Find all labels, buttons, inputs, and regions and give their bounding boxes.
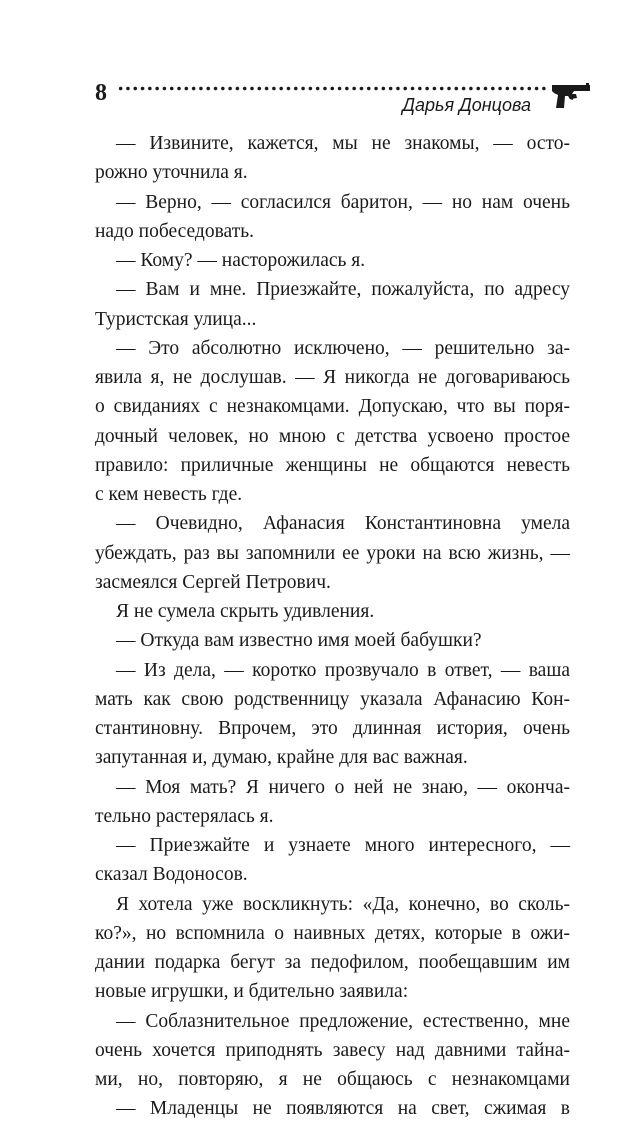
text-line: Я не сумела скрыть удивления.	[116, 601, 375, 622]
text-line: явила я, не дослушав. — Я никогда не договариваюсь	[95, 367, 570, 388]
text-line: надо побеседовать.	[95, 220, 254, 242]
text-line: о свиданиях с незнакомцами. Допускаю, что вы поря-	[95, 396, 570, 418]
text-line: — Откуда вам известно имя моей бабушки?	[116, 630, 482, 652]
author-name: Дарья Донцова	[402, 95, 531, 115]
text-line: ми, но, повторяю, я не общаюсь с незнакомцами	[95, 1069, 570, 1090]
text-line: очень хочется приподнять завесу над давними тайна-	[95, 1039, 570, 1061]
text-line: Я хотела уже воскликнуть: «Да, конечно, во сколь-	[116, 893, 570, 915]
text-line: — Из дела, — коротко прозвучало в ответ, — ваша	[116, 659, 570, 681]
text-line: — Это абсолютно исключено, — решительно за-	[116, 337, 570, 359]
text-line: — Кому? — насторожилась я.	[116, 250, 366, 271]
text-line: правило: приличные женщины не общаются невесть	[95, 454, 570, 476]
text-line: — Очевидно, Афанасия Константиновна умела	[116, 513, 570, 535]
revolver-icon	[550, 82, 592, 110]
text-line: дочный человек, но мною с детства усвоено простое	[95, 425, 570, 447]
text-line: сказал Водоносов.	[95, 864, 248, 886]
text-line: рожно уточнила я.	[95, 162, 248, 184]
dotted-rule	[117, 86, 547, 91]
text-line: — Вам и мне. Приезжайте, пожалуйста, по адресу	[116, 279, 570, 301]
text-line: с кем невесть где.	[95, 484, 243, 505]
text-line: — Соблазнительное предложение, естественно, мне	[116, 1010, 570, 1032]
body-text	[95, 129, 570, 1124]
text-line: — Верно, — согласился баритон, — но нам очень	[116, 191, 570, 213]
text-line: засмеялся Сергей Петрович.	[95, 571, 331, 593]
text-line: новые игрушки, и бдительно заявила:	[95, 981, 409, 1003]
text-line: запутанная и, думаю, крайне для вас важная.	[95, 747, 468, 769]
text-line: убеждать, раз вы запомнили ее уроки на всю жизнь, —	[95, 542, 570, 564]
text-line: ко?», но вспомнила о наивных детях, которые в ожи-	[95, 922, 570, 944]
page-number: 8	[95, 80, 107, 106]
text-line: мать как свою родственницу указала Афанасию Кон-	[95, 688, 570, 710]
text-line: — Извините, кажется, мы не знакомы, — осто-	[116, 133, 570, 154]
text-line: — Младенцы не появляются на свет, сжимая в	[116, 1098, 570, 1120]
running-header	[95, 78, 595, 118]
text-line: — Моя мать? Я ничего о ней не знаю, — оконча-	[116, 776, 570, 798]
text-line: — Приезжайте и узнаете много интересного, —	[116, 835, 570, 856]
text-line: дании подарка бегут за педофилом, пообещавшим им	[95, 952, 570, 973]
text-line: стантиновну. Впрочем, это длинная история, очень	[95, 718, 570, 739]
text-line: тельно растерялась я.	[95, 805, 274, 827]
text-line: Туристская улица...	[95, 308, 257, 330]
